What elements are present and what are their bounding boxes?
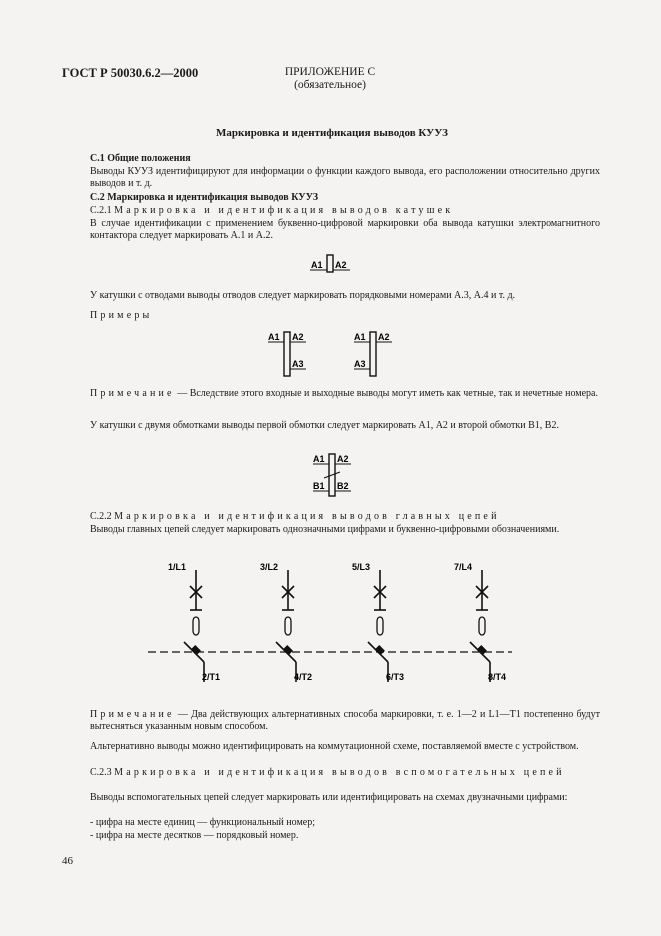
pole3-latch xyxy=(375,645,385,655)
two-windings-text: У катушки с двумя обмотками выводы первой обмотки следует маркировать А1, А2 и второй обмотки В1, В2. xyxy=(90,420,559,431)
dual-coil-divider xyxy=(324,472,340,478)
s23-text: Выводы вспомогательных цепей следует маркировать или идентифицировать на схемах двузначными цифрами: xyxy=(90,792,568,803)
bullet-1: - цифра на месте единиц — функциональный номер; xyxy=(90,817,316,828)
s2-heading: С.2 Маркировка и идентификация выводов КУУЗ xyxy=(90,192,319,203)
coil-label-a2: A2 xyxy=(335,260,347,270)
s22-text: Выводы главных цепей следует маркировать однозначными цифрами и буквенно-цифровыми обозначениями. xyxy=(90,524,560,535)
pole1-label-top: 1/L1 xyxy=(168,562,187,572)
pole2-label-top: 3/L2 xyxy=(260,562,279,572)
appendix-note: (обязательное) xyxy=(294,79,366,91)
pole-4 xyxy=(454,562,506,682)
pole2-label-bottom: 4/T2 xyxy=(294,672,313,682)
s22-title: Маркировка и идентификация выводов главных цепей xyxy=(114,511,500,522)
pole1-release xyxy=(193,617,199,635)
tap2-label-a1: A1 xyxy=(354,332,366,342)
bullet-2: - цифра на месте десятков — порядковый номер. xyxy=(90,830,299,841)
dual-label-b2: B2 xyxy=(337,481,349,491)
pole4-label-bottom: 8/T4 xyxy=(488,672,507,682)
s21-heading xyxy=(90,205,600,217)
pole4-latch xyxy=(477,645,487,655)
pole2-release xyxy=(285,617,291,635)
coil-label-a1: A1 xyxy=(311,260,323,270)
pole-3 xyxy=(352,562,404,682)
pole-1 xyxy=(168,562,220,682)
dual-coil-diagram xyxy=(307,450,367,500)
dual-label-b1: B1 xyxy=(313,481,325,491)
pole3-label-top: 5/L3 xyxy=(352,562,371,572)
standard-number: ГОСТ Р 50030.6.2—2000 xyxy=(62,66,199,80)
appendix-heading xyxy=(250,66,410,92)
pole-2 xyxy=(260,562,312,682)
dual-label-a2: A2 xyxy=(337,454,349,464)
section-title: Маркировка и идентификация выводов КУУЗ xyxy=(216,127,448,139)
pole3-label-bottom: 6/T3 xyxy=(386,672,405,682)
note1-text: — Вследствие этого входные и выходные выводы могут иметь как четные, так и нечетные номера. xyxy=(174,388,598,399)
s21-title: Маркировка и идентификация выводов катушек xyxy=(114,205,454,216)
note1-lead: Примечание xyxy=(90,388,175,399)
s21-number: С.2.1 xyxy=(90,205,112,216)
pole4-label-top: 7/L4 xyxy=(454,562,473,572)
main-circuit-diagram xyxy=(140,556,520,690)
coil-diagram xyxy=(300,252,360,278)
tapped-coil-1 xyxy=(268,332,306,376)
coil-symbol xyxy=(327,255,333,272)
tapped-coils-diagram xyxy=(262,328,412,380)
s21-text: В случае идентификации с применением буквенно-цифровой маркировки оба вывода катушки электромагнитного контактора следует маркировать А.1 и А.2. xyxy=(90,218,600,242)
tap2-label-a2: A2 xyxy=(378,332,390,342)
dual-label-a1: A1 xyxy=(313,454,325,464)
appendix-label: ПРИЛОЖЕНИЕ С xyxy=(284,66,376,78)
s23-title: Маркировка и идентификация выводов вспомогательных цепей xyxy=(114,767,565,778)
s22-number: С.2.2 xyxy=(90,511,112,522)
s22-heading xyxy=(90,511,600,523)
examples-label: Примеры xyxy=(90,310,153,321)
pole4-release xyxy=(479,617,485,635)
tapped-coil-2 xyxy=(354,332,392,376)
s1-heading: С.1 Общие положения xyxy=(90,153,191,164)
tap1-coil xyxy=(284,332,290,376)
tap1-label-a2: A2 xyxy=(292,332,304,342)
pole3-release xyxy=(377,617,383,635)
note2-lead: Примечание xyxy=(90,709,175,720)
pole1-latch xyxy=(191,645,201,655)
tap1-label-a3: A3 xyxy=(292,359,304,369)
note1 xyxy=(90,388,600,400)
s23-number: С.2.3 xyxy=(90,767,112,778)
s1-text: Выводы КУУЗ идентифицируют для информации о функции каждого вывода, его расположении относительно других выводов и т. д. xyxy=(90,166,600,190)
pole1-label-bottom: 2/T1 xyxy=(202,672,221,682)
s23-heading xyxy=(90,767,600,779)
alt-text: Альтернативно выводы можно идентифицировать на коммутационной схеме, поставляемой вместе с устройством. xyxy=(90,741,579,752)
page-number: 46 xyxy=(62,855,73,867)
tap-text: У катушки с отводами выводы отводов следует маркировать порядковыми номерами А.3, А.4 и т. д. xyxy=(90,290,516,301)
note2-text: — Два действующих альтернативных способа маркировки, т. е. 1—2 и L1—T1 постепенно будут вытесняться указанным новым способом. xyxy=(90,709,600,733)
note2 xyxy=(90,709,600,734)
tap2-label-a3: A3 xyxy=(354,359,366,369)
tap1-label-a1: A1 xyxy=(268,332,280,342)
pole2-latch xyxy=(283,645,293,655)
tap2-coil xyxy=(370,332,376,376)
